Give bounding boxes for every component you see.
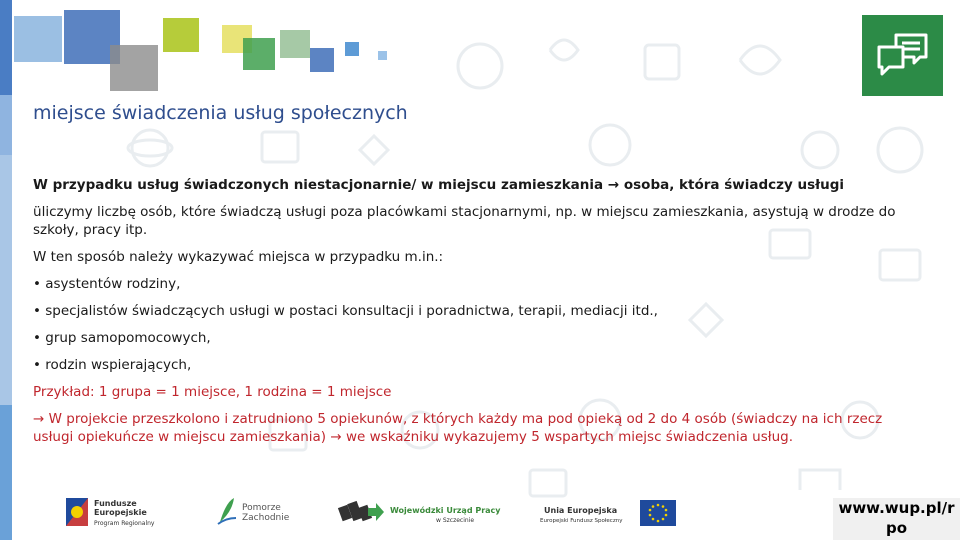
chat-icon-box (862, 15, 943, 96)
logo-line: Europejski Fundusz Społeczny (540, 518, 623, 524)
logo-line: Pomorze (242, 503, 281, 513)
chat-bubbles-icon (862, 15, 943, 96)
check-text: liczymy liczbę osób, które świadczą usługi poza placówkami stacjonarnymi, np. w miejscu zamieszkania, asystują w drodze do szkoły, pracy itp. (33, 204, 896, 238)
example-paragraph: Przykład: 1 grupa = 1 miejsce, 1 rodzina = 1 miejsce (33, 384, 392, 400)
list-item: • rodzin wspierających, (33, 357, 192, 373)
final-paragraph (33, 410, 913, 446)
main-content (33, 176, 913, 446)
page-title: miejsce świadczenia usług społecznych (33, 102, 408, 124)
eu-flag-icon (640, 500, 676, 526)
logo-line: Fundusze (94, 499, 137, 508)
lead-paragraph (33, 176, 913, 194)
pomorze-zachodnie-logo (216, 494, 290, 532)
list-item: • grup samopomocowych, (33, 330, 211, 346)
list-item: • specjalistów świadczących usługi w postaci konsultacji i poradnictwa, terapii, mediacji itd., (33, 303, 658, 319)
unia-europejska-logo (540, 494, 680, 532)
fe-emblem-icon (64, 494, 90, 530)
intro-paragraph: W ten sposób należy wykazywać miejsca w przypadku m.in.: (33, 249, 444, 265)
lead-tail-text: osoba, która świadczy usługi (619, 177, 845, 193)
fundusze-europejskie-logo (64, 494, 174, 532)
wup-emblem-icon (336, 494, 384, 526)
arrow-right-icon: → (607, 177, 620, 193)
pomorze-emblem-icon (216, 494, 238, 528)
logo-line: Wojewódzki Urząd Pracy (390, 506, 501, 515)
final-text-part2: we wskaźniku wykazujemy 5 wspartych miejsc świadczenia usług. (341, 429, 794, 445)
arrow-right-icon: → (330, 429, 342, 445)
logo-line: w Szczecinie (436, 517, 475, 524)
footer-logos (64, 494, 764, 532)
logo-line: Europejskie (94, 508, 147, 517)
website-line: po (885, 519, 908, 537)
checkmark-icon: ü (33, 204, 42, 220)
list-item: • asystentów rodziny, (33, 276, 181, 292)
logo-line: Zachodnie (242, 513, 290, 523)
lead-text: W przypadku usług świadczonych niestacjonarnie/ w miejscu zamieszkania (33, 177, 604, 193)
logo-line: Program Regionalny (94, 520, 155, 527)
website-line: www.wup.pl/r (838, 499, 955, 517)
logo-line: Unia Europejska (544, 506, 618, 515)
wup-logo (336, 494, 501, 532)
final-text-part1: W projekcie przeszkolono i zatrudniono 5 opiekunów, z których każdy ma pod opieką od 2 do 4 osób (świadczy na ich rzecz usługi opiekuńcze w miejscu zamieszkania) (33, 411, 883, 445)
arrow-right-icon: → (33, 411, 45, 427)
website-link[interactable] (833, 498, 960, 540)
check-paragraph (33, 203, 913, 239)
